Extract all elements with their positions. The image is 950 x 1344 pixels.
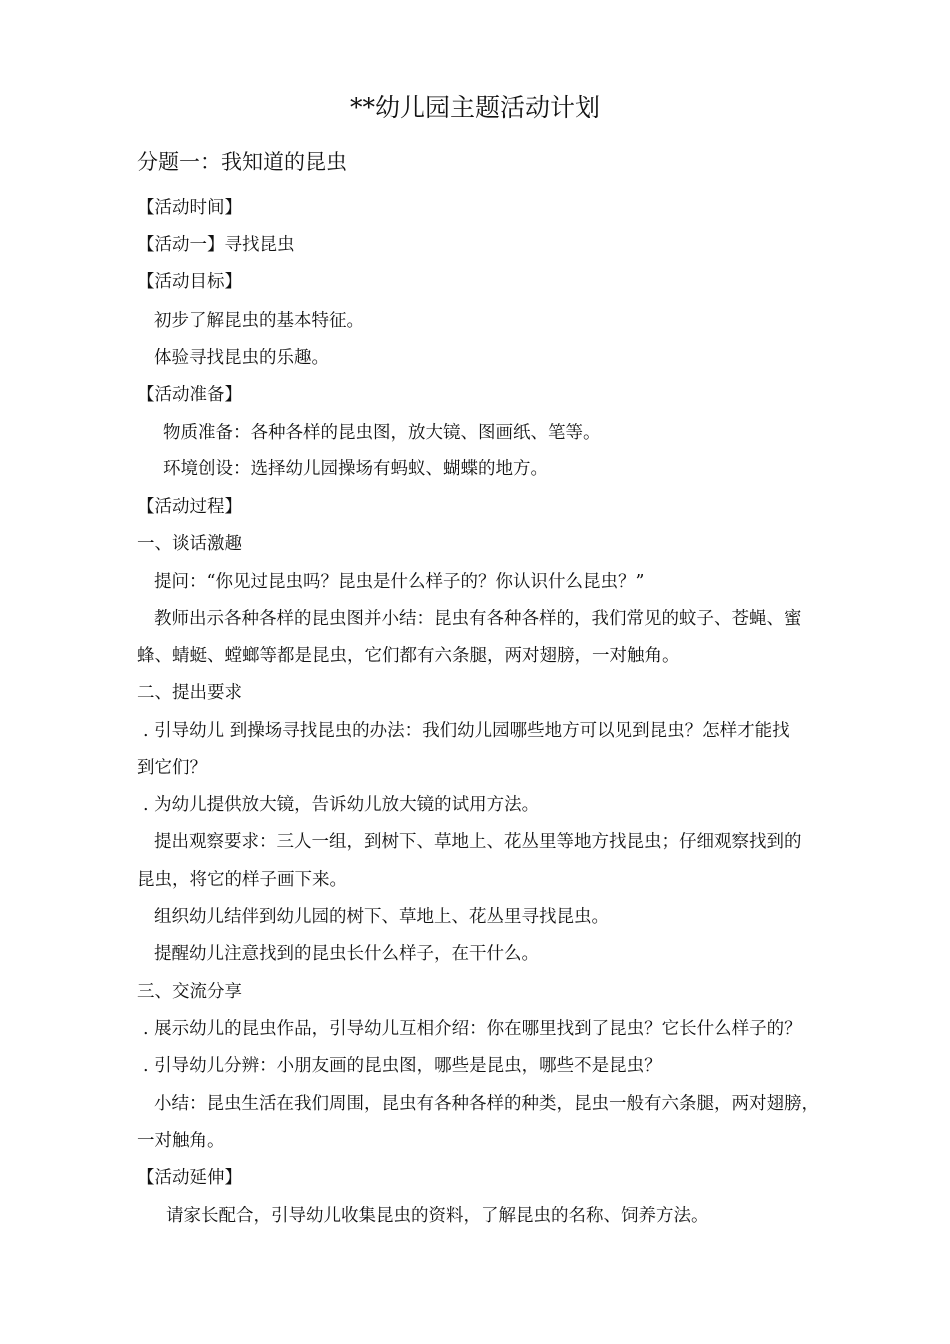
section-heading-activity-one: 【活动一】寻找昆虫: [137, 235, 295, 255]
step-heading: 一、谈话激趣: [137, 534, 242, 554]
section-heading-activity-time: 【活动时间】: [137, 198, 242, 218]
document-title: **幼儿园主题活动计划: [349, 93, 600, 122]
objective-item: 初步了解昆虫的基本特征。: [154, 311, 364, 331]
preparation-item: 环境创设：选择幼儿园操场有蚂蚁、蝴蝶的地方。: [163, 459, 548, 479]
paragraph-line: . 展示幼儿的昆虫作品，引导幼儿互相介绍：你在哪里找到了昆虫？它长什么样子的？: [143, 1019, 802, 1039]
section-heading-extension: 【活动延伸】: [137, 1168, 242, 1188]
paragraph-line: 教师出示各种各样的昆虫图并小结：昆虫有各种各样的，我们常见的蚊子、苍蝇、蜜: [154, 609, 802, 629]
paragraph-line: 蜂、蜻蜓、螳螂等都是昆虫，它们都有六条腿，两对翅膀，一对触角。: [137, 646, 680, 666]
paragraph-line: . 引导幼儿 到操场寻找昆虫的办法：我们幼儿园哪些地方可以见到昆虫？怎样才能找: [143, 721, 790, 741]
document-subtitle: 分题一：我知道的昆虫: [137, 150, 347, 174]
paragraph-line: 提问：“你见过昆虫吗？昆虫是什么样子的？你认识什么昆虫？”: [154, 572, 645, 592]
paragraph-line: 请家长配合，引导幼儿收集昆虫的资料，了解昆虫的名称、饲养方法。: [166, 1206, 709, 1226]
paragraph-line: 提醒幼儿注意找到的昆虫长什么样子，在干什么。: [154, 944, 539, 964]
paragraph-line: 昆虫，将它的样子画下来。: [137, 870, 347, 890]
paragraph-line: 一对触角。: [137, 1131, 225, 1151]
paragraph-line: . 引导幼儿分辨：小朋友画的昆虫图，哪些是昆虫，哪些不是昆虫？: [143, 1056, 662, 1076]
section-heading-preparation: 【活动准备】: [137, 385, 242, 405]
step-heading: 三、交流分享: [137, 982, 242, 1002]
step-heading: 二、提出要求: [137, 683, 242, 703]
preparation-item: 物质准备：各种各样的昆虫图，放大镜、图画纸、笔等。: [163, 423, 601, 443]
paragraph-line: 组织幼儿结伴到幼儿园的树下、草地上、花丛里寻找昆虫。: [154, 907, 609, 927]
paragraph-line: 到它们？: [137, 758, 207, 778]
paragraph-line: 提出观察要求：三人一组，到树下、草地上、花丛里等地方找昆虫；仔细观察找到的: [154, 832, 802, 852]
objective-item: 体验寻找昆虫的乐趣。: [154, 348, 329, 368]
paragraph-line: . 为幼儿提供放大镜，告诉幼儿放大镜的试用方法。: [143, 795, 540, 815]
paragraph-line: 小结：昆虫生活在我们周围，昆虫有各种各样的种类，昆虫一般有六条腿，两对翅膀，: [154, 1094, 819, 1114]
section-heading-objectives: 【活动目标】: [137, 272, 242, 292]
section-heading-process: 【活动过程】: [137, 497, 242, 517]
